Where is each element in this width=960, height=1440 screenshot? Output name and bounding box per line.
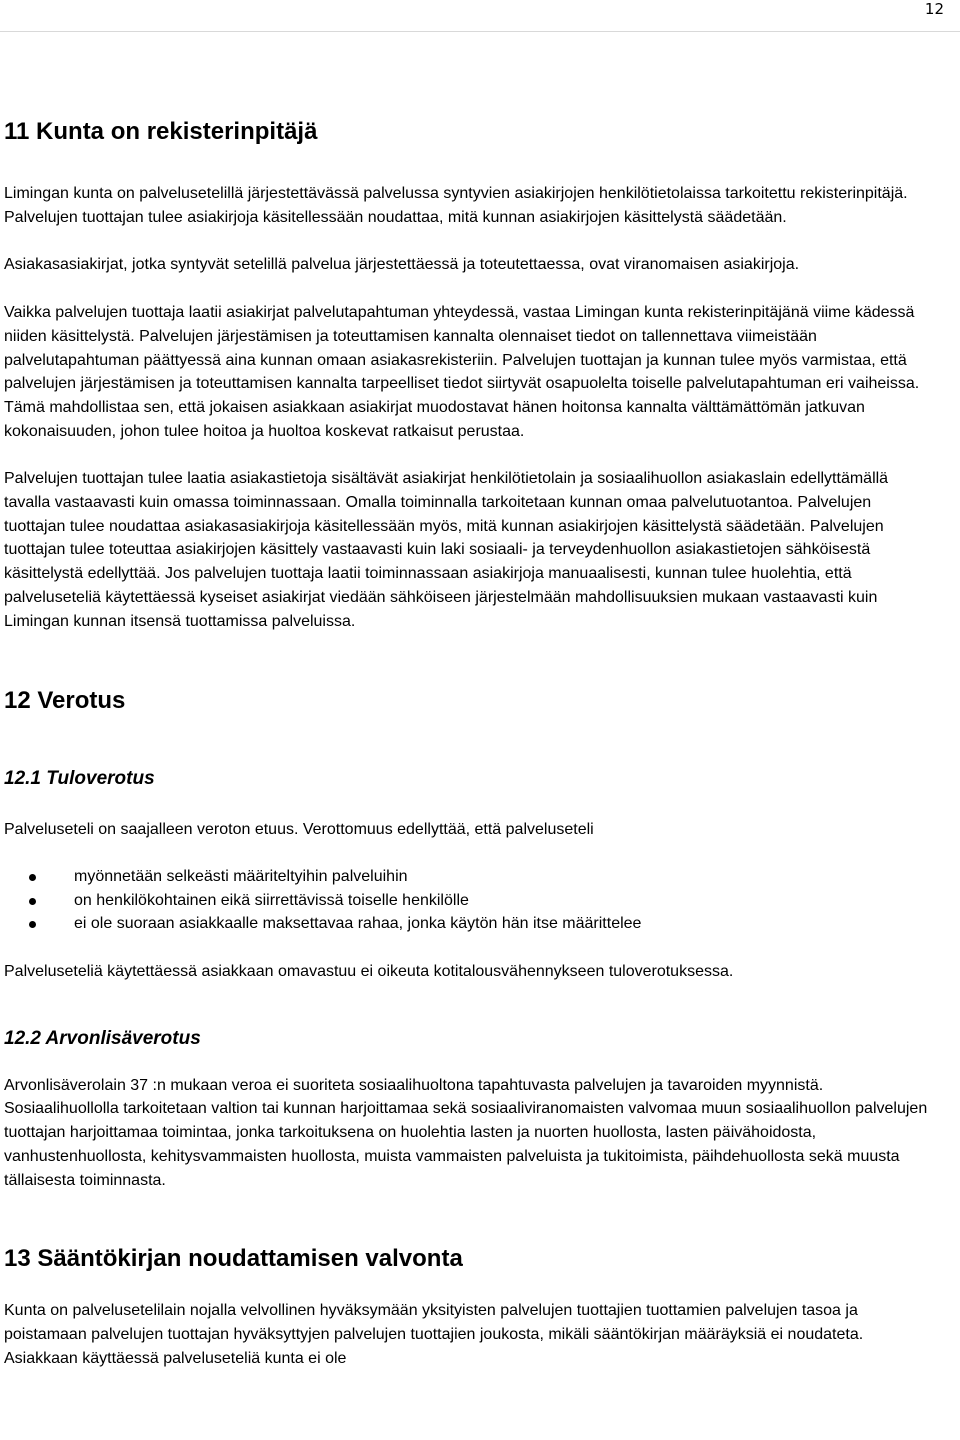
section-12-1-heading: 12.1 Tuloverotus bbox=[4, 768, 155, 790]
section-12-2-paragraph: Arvonlisäverolain 37 :n mukaan veroa ei suoriteta sosiaalihuoltona tapahtuvasta palvelujen ja tavaroiden myynnistä. Sosiaalihuollolla tarkoitetaan valtion tai kunnan harjoittamaa sekä sosiaaliviranomaisten valvomaa muun sosiaalihuollon palvelujen tuottajan harjoittamaa toimintaa, jonka tarkoituksena on huolehtia lasten ja nuorten huollosta, lasten päivähoidosta, vanhustenhuollosta, kehitysvammaisten huollosta, muista vammaisten palveluista ja tukitoimista, päihdehuollosta sekä muusta tällaisesta toiminnasta. bbox=[4, 1076, 928, 1189]
section-11-paragraph-4: Palvelujen tuottajan tulee laatia asiakastietoja sisältävät asiakirjat henkilötietolain ja sosiaalihuollon asiakaslain edellyttämällä tavalla vastaavasti kuin omassa toiminnassaan. Omalla toiminnalla tarkoitetaan kunnan omaa palvelutuotantoa. Palvelujen tuottajan tulee noudattaa asiakasasiakirjoja käsitellessään myös, mitä kunnan asiakirjojen käsittelystä säädetään. Palvelujen tuottajan tulee toteuttaa asiakirjojen käsittely vastaavasti kuin laki sosiaali- ja terveydenhuollon asiakastietojen sähköisestä käsittelystä edellyttää. Jos palvelujen tuottaja laatii toiminnassaan asiakirjoja manuaalisesti, kunnan tulee huolehtia, että palveluseteliä käytettäessä kyseiset asiakirjat viedään sähköiseen järjestelmään mahdollisuuksien mukaan vastaavasti kuin Limingan kunnan itsensä tuottamissa palveluissa. bbox=[4, 470, 889, 630]
section-12-1-intro: Palveluseteli on saajalleen veroton etuus. Verottomuus edellyttää, että palveluseteli bbox=[4, 821, 594, 839]
tax-free-conditions-list bbox=[4, 865, 930, 936]
section-12-heading: 12 Verotus bbox=[4, 687, 126, 715]
page-number: 12 bbox=[924, 0, 944, 18]
list-item: ei ole suoraan asiakkaalle maksettavaa rahaa, jonka käytön hän itse määrittelee bbox=[4, 912, 930, 936]
section-12-1-outro: Palveluseteliä käytettäessä asiakkaan omavastuu ei oikeuta kotitalousvähennykseen tuloverotuksessa. bbox=[4, 963, 734, 981]
section-11-heading: 11 Kunta on rekisterinpitäjä bbox=[4, 118, 318, 145]
section-13-heading: 13 Sääntökirjan noudattamisen valvonta bbox=[4, 1245, 463, 1273]
list-item: myönnetään selkeästi määriteltyihin palveluihin bbox=[4, 865, 930, 889]
section-12-2-heading: 12.2 Arvonlisäverotus bbox=[4, 1027, 201, 1049]
section-11-paragraph-2: Asiakasasiakirjat, jotka syntyvät setelillä palvelua järjestettäessä ja toteutettaessa, ovat viranomaisen asiakirjoja. bbox=[4, 256, 800, 274]
list-item: on henkilökohtainen eikä siirrettävissä toiselle henkilölle bbox=[4, 889, 930, 913]
section-13-paragraph: Kunta on palvelusetelilain nojalla velvollinen hyväksymään yksityisten palvelujen tuottajien tuottamien palvelujen tasoa ja poistamaan palvelujen tuottajan hyväksyttyjen palvelujen tuottajien joukosta, mikäli sääntökirjan määräyksiä ei noudateta. Asiakkaan käyttäessä palveluseteliä kunta ei ole bbox=[4, 1302, 864, 1367]
document-body bbox=[4, 118, 930, 1370]
section-11-paragraph-1: Limingan kunta on palvelusetelillä järjestettävässä palvelussa syntyvien asiakirjojen henkilötietolaissa tarkoitettu rekisterinpitäjä. Palvelujen tuottajan tulee asiakirjoja käsitellessään noudattaa, mitä kunnan asiakirjojen käsittelystä säädetään. bbox=[4, 185, 908, 226]
section-11-paragraph-3: Vaikka palvelujen tuottaja laatii asiakirjat palvelutapahtuman yhteydessä, vastaa Limingan kunta rekisterinpitäjänä viime kädessä niiden käsittelystä. Palvelujen järjestämisen ja toteuttamisen kannalta olennaiset tiedot on tallennettava viimeistään palvelutapahtuman päättyessä aina kunnan omaan asiakasrekisteriin. Palvelujen tuottajan ja kunnan tulee myös varmistaa, että palvelujen järjestämisen ja toteuttamisen kannalta tarpeelliset tiedot siirtyvät osapuolelta toiselle palvelutapahtuman eri vaiheissa. Tämä mahdollistaa sen, että jokaisen asiakkaan asiakirjat muodostavat hänen hoitonsa kannalta välttämättömän jatkuvan kokonaisuuden, johon tulee hoitoa ja huoltoa koskevat ratkaisut perustaa. bbox=[4, 304, 920, 440]
header-divider bbox=[0, 31, 960, 32]
